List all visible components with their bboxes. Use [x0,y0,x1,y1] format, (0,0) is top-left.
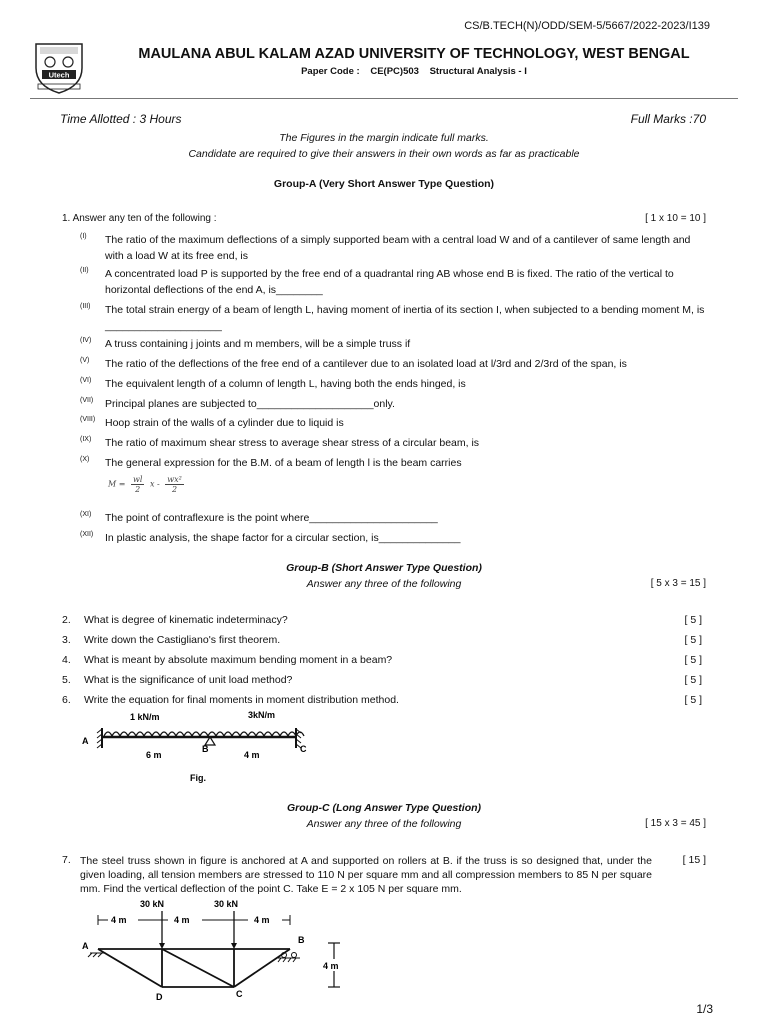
logo-text: Utech [48,70,70,80]
item-number: (X) [80,456,90,463]
question-1-item [80,376,705,392]
item-text: A concentrated load P is supported by the free end of a quadrantal ring AB whose end B is fixed. The ratio of the vertical to horizontal deflections of the end A, is________ [105,268,674,296]
question-marks: [ 5 ] [684,674,702,686]
formula-fraction-1 [131,475,144,494]
member-ad [98,949,162,987]
distributed-load [104,732,304,736]
question-row [62,614,702,626]
question-1-item [80,356,705,372]
question-1-item [80,530,705,546]
question-number: 3. [62,634,71,646]
fraction-numerator: wl [132,475,143,484]
item-text: Principal planes are subjected to____________________only. [105,398,395,410]
item-text: Hoop strain of the walls of a cylinder due to liquid is [105,417,344,429]
question-7-marks: [ 15 ] [682,854,706,866]
item-text: The ratio of the maximum deflections of a simply supported beam with a central load W and of a cantilever of same length and with a load W at its free end, is [105,234,691,262]
question-text: Write the equation for final moments in moment distribution method. [84,694,399,706]
item-number: (III) [80,303,91,310]
question-1-item [80,396,705,412]
item-number: (I) [80,233,87,240]
subject-name: Structural Analysis - I [429,66,527,77]
member-diagonal [162,949,234,987]
item-text: The ratio of the deflections of the free end of a cantilever due to an isolated load at l/3rd and 2/3rd of the span, is [105,358,627,370]
formula-fraction-2 [165,475,184,494]
question-7-text: The steel truss shown in figure is anchored at A and supported on rollers at B. if the truss is so designed that, under the given loading, all tension members are stressed to 110 N per square mm and all compression members to 85 N per square mm. Find the vertical deflection of the point C. Take E = 2 x 105 N per square mm. [80,855,652,895]
item-text: The ratio of maximum shear stress to average shear stress of a circular beam, is [105,437,480,449]
item-text: The point of contraflexure is the point where______________________ [105,512,438,524]
question-1-item [80,455,705,471]
instruction-line-1: The Figures in the margin indicate full marks. [279,132,489,144]
item-number: (XII) [80,531,94,538]
university-name: MAULANA ABUL KALAM AZAD UNIVERSITY OF TECHNOLOGY, WEST BENGAL [138,46,690,62]
span-label-3: 4 m [254,915,270,925]
question-1-item [80,266,705,298]
bending-moment-formula [108,475,187,494]
fraction-denominator: 2 [171,485,178,494]
group-a-title: Group-A (Very Short Answer Type Question) [273,178,495,190]
point-c-label: C [236,989,243,999]
span-label-2: 4 m [244,750,260,760]
point-b-label: B [202,744,209,754]
group-b-title: Group-B (Short Answer Type Question) [286,562,482,574]
question-marks: [ 5 ] [684,614,702,626]
question-1-item [80,510,705,526]
item-text: The total strain energy of a beam of length L, having moment of inertia of its section I, when subjected to a bending moment M, is ____________________ [105,304,705,332]
item-number: (VII) [80,397,94,404]
question-1-item [80,415,705,431]
span-label-1: 4 m [111,915,127,925]
figure-caption: Fig. [190,773,206,783]
question-row [62,654,702,666]
page-number: 1/3 [696,1002,713,1016]
load-label-1: 30 kN [140,899,165,909]
question-number: 4. [62,654,71,666]
truss-figure [78,895,358,1005]
question-row [62,674,702,686]
question-marks: [ 5 ] [684,694,702,706]
question-number: 6. [62,694,71,706]
group-b-marks: [ 5 x 3 = 15 ] [650,578,706,589]
item-number: (IV) [80,337,92,344]
load-label-2: 3kN/m [248,710,276,720]
question-text: What is degree of kinematic indeterminacy? [84,614,288,626]
height-label: 4 m [323,961,339,971]
point-c-label: C [300,744,307,754]
question-text: What is the significance of unit load method? [84,674,293,686]
point-d-label: D [156,992,163,1002]
formula-middle: x - [149,479,160,489]
item-text: In plastic analysis, the shape factor for a circular section, is______________ [105,532,461,544]
span-label-1: 6 m [146,750,162,760]
item-number: (II) [80,267,89,274]
load-label-1: 1 kN/m [130,712,160,722]
full-marks: Full Marks :70 [630,112,706,126]
item-text: A truss containing j joints and m members, will be a simple truss if [105,338,411,350]
question-1-item [80,302,705,334]
group-c-subtitle: Answer any three of the following [306,818,462,830]
paper-code-label: Paper Code : [301,66,360,77]
paper-info [100,66,728,77]
roller-support-b [278,958,300,962]
item-number: (XI) [80,511,92,518]
item-number: (VIII) [80,416,96,423]
group-b-subtitle: Answer any three of the following [306,578,462,590]
time-allotted: Time Allotted : 3 Hours [60,112,182,126]
fraction-denominator: 2 [135,485,141,494]
question-7-number: 7. [62,854,71,866]
span-label-2: 4 m [174,915,190,925]
question-marks: [ 5 ] [684,634,702,646]
question-1-marks: [ 1 x 10 = 10 ] [645,213,706,224]
question-row [62,694,702,706]
question-1-item [80,435,705,451]
point-a-label: A [82,736,89,746]
load-label-2: 30 kN [214,899,239,909]
fraction-numerator: wx² [167,475,182,484]
question-1: 1. Answer any ten of the following : [62,213,217,224]
question-marks: [ 5 ] [684,654,702,666]
point-a-label: A [82,941,89,951]
item-number: (IX) [80,436,92,443]
item-number: (VI) [80,377,92,384]
question-row [62,634,702,646]
question-1-item [80,336,705,352]
header-divider [30,98,738,99]
group-c-title: Group-C (Long Answer Type Question) [286,802,482,814]
question-number: 5. [62,674,71,686]
paper-code: CE(PC)503 [370,66,419,77]
item-text: The general expression for the B.M. of a beam of length l is the beam carries [105,457,462,469]
beam-figure [78,706,318,788]
point-b-label: B [298,935,305,945]
question-1-item [80,232,705,264]
question-text: Write down the Castigliano's first theorem. [84,634,281,646]
hinge-support-a [88,953,106,957]
item-text: The equivalent length of a column of length L, having both the ends hinged, is [105,378,466,390]
formula-lhs: M = [108,479,126,489]
instruction-line-2: Candidate are required to give their answers in their own words as far as practicable [188,148,580,160]
question-text: What is meant by absolute maximum bending moment in a beam? [84,654,393,666]
document-reference: CS/B.TECH(N)/ODD/SEM-5/5667/2022-2023/I139 [464,20,710,32]
university-logo [30,38,88,96]
group-c-marks: [ 15 x 3 = 45 ] [645,818,706,829]
item-number: (V) [80,357,90,364]
question-number: 2. [62,614,71,626]
